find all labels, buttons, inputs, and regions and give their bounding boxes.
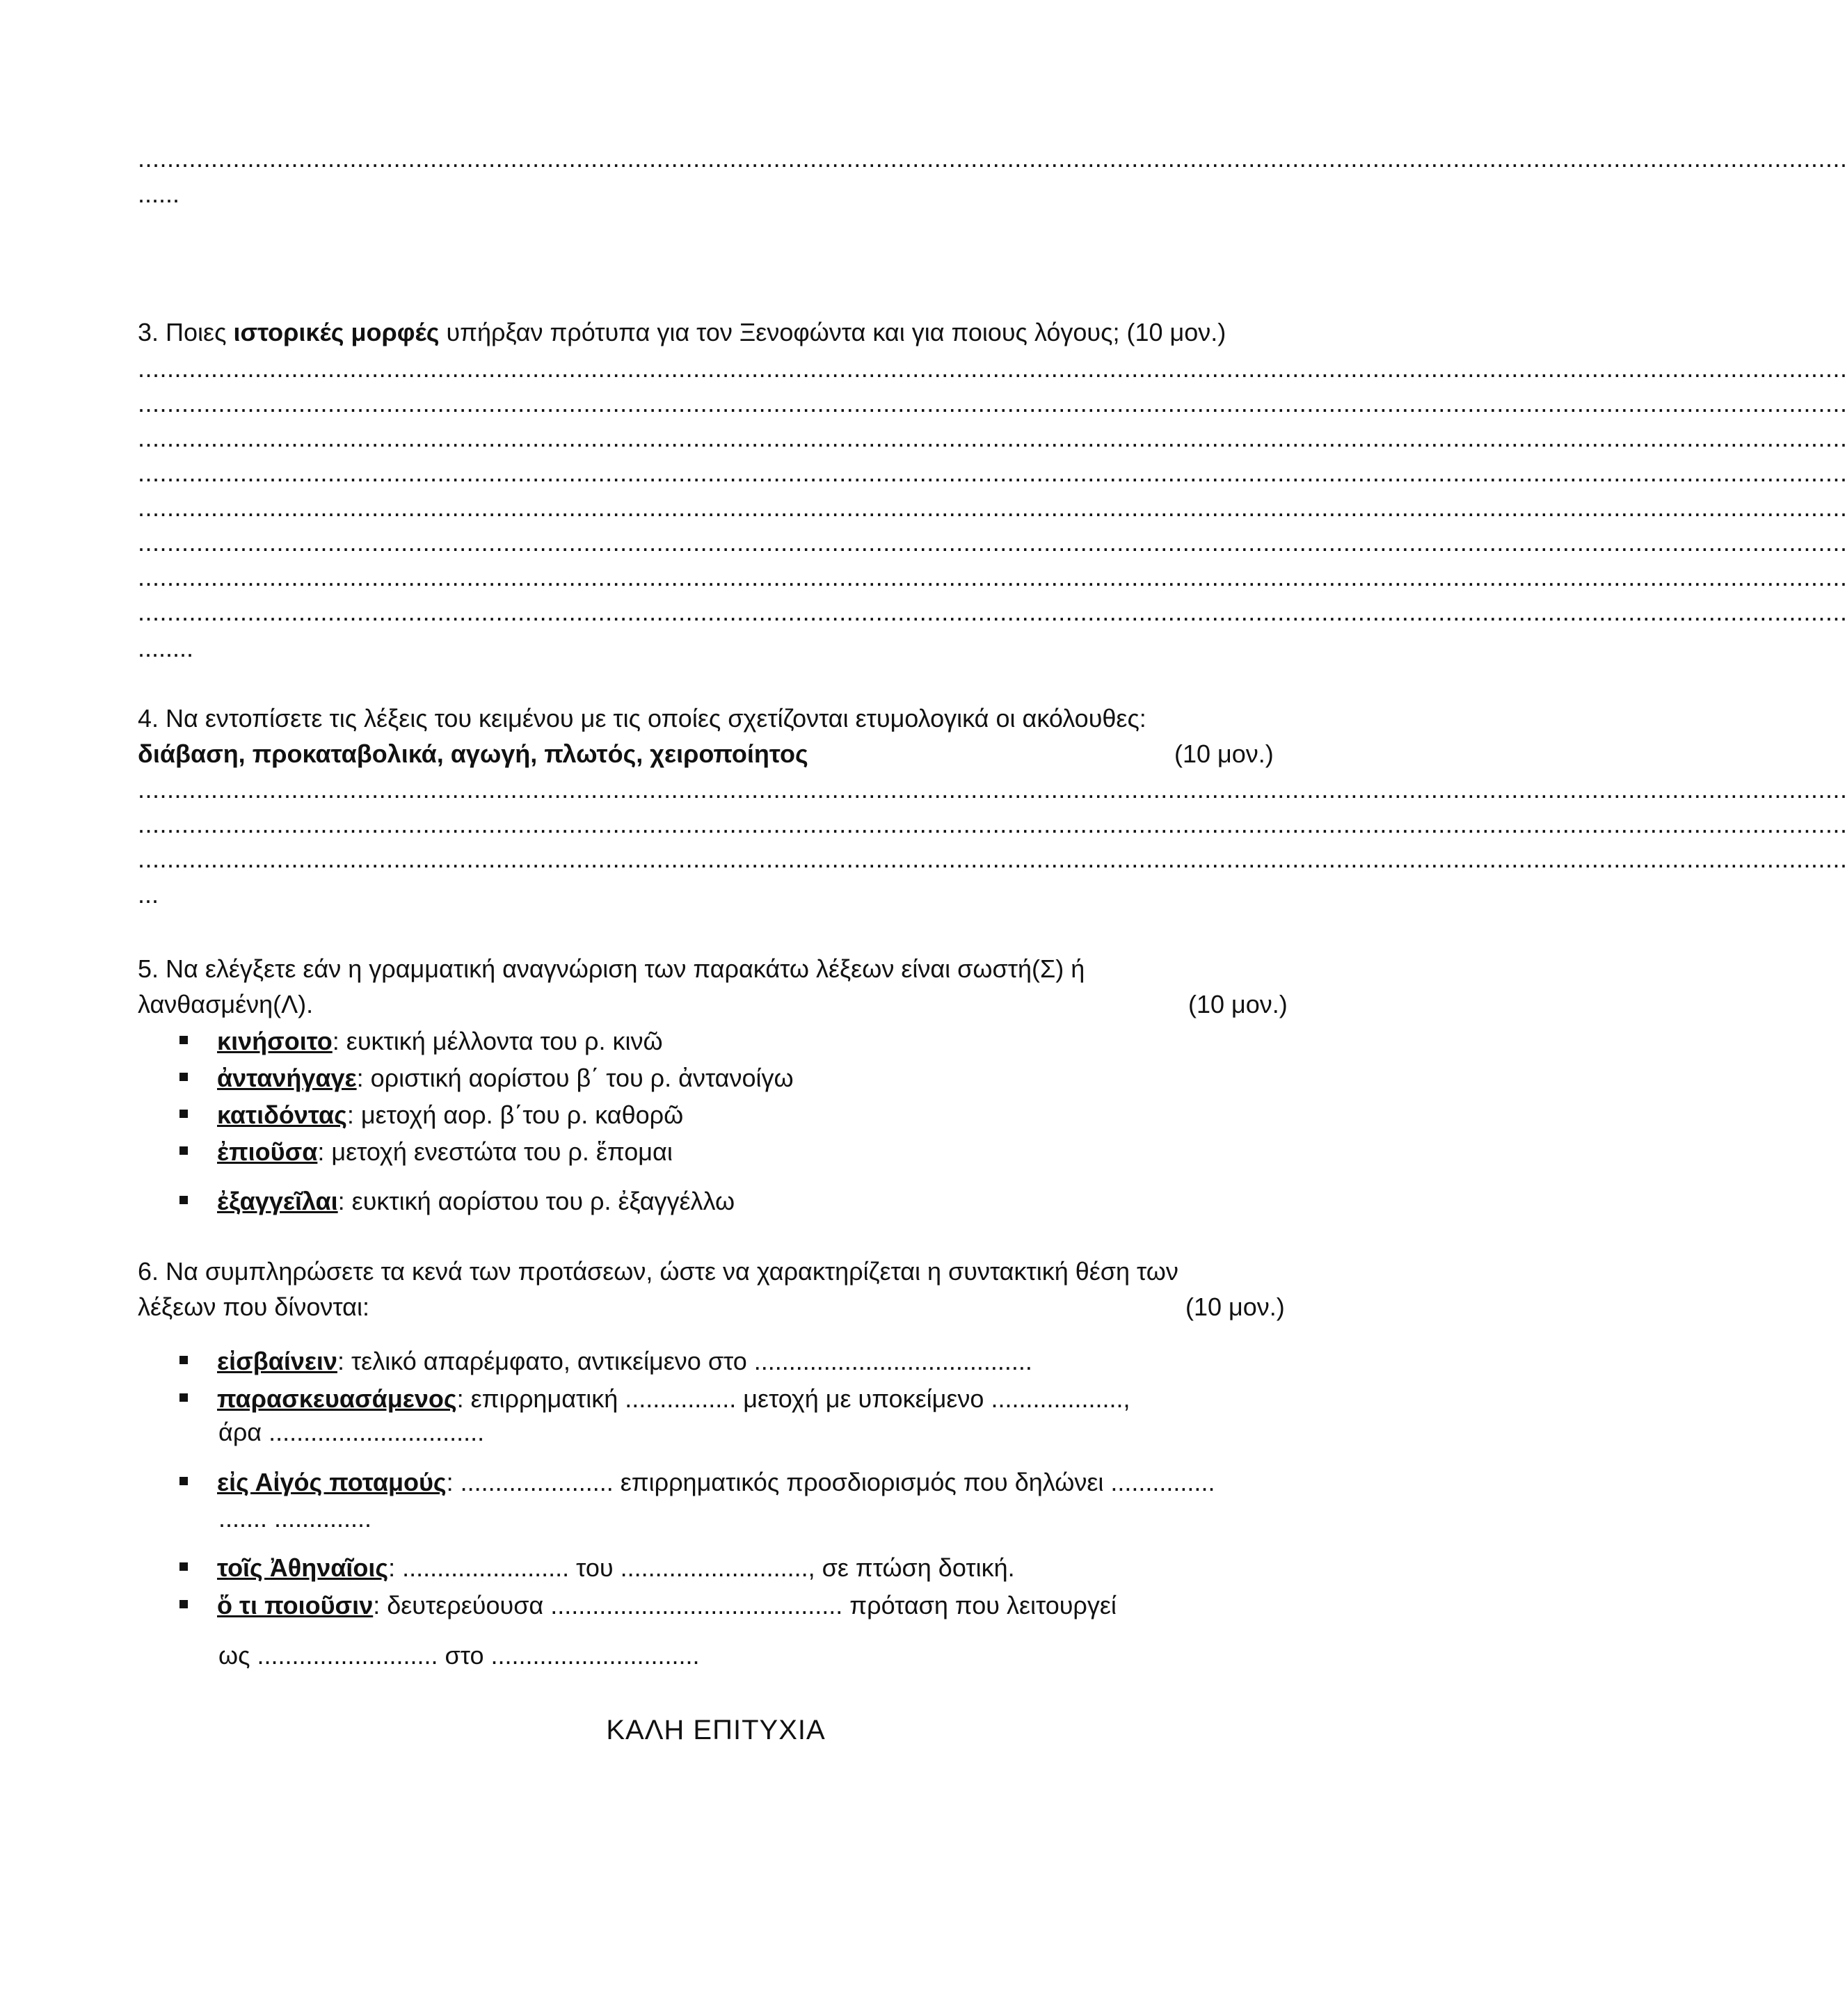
item-desc: : τελικό απαρέμφατο, αντικείμενο στο ........................................ [337,1347,1032,1375]
item-term: παρασκευασάμενος [217,1384,457,1413]
item-term: ὅ τι ποιοῦσιν [217,1591,374,1619]
item-term: κινήσοιτο [217,1027,333,1055]
answer-line[interactable]: .......................................................................................................................................................................................................................................... [138,493,1847,522]
question-3 [138,317,1226,349]
list-item [179,1099,683,1131]
question-3-prefix: 3. Ποιες [138,318,234,346]
answer-line-tail[interactable]: ...... [138,179,180,208]
item-term: εἰς Αἰγός ποταμούς [217,1468,447,1496]
bullet-icon [179,1196,188,1204]
closing-text: ΚΑΛΗ ΕΠΙΤΥΧΙΑ [606,1715,826,1745]
item-term: τοῖς Ἀθηναῖοις [217,1553,389,1582]
answer-line[interactable]: .......................................................................................................................................................................................................................................... [138,598,1847,626]
item-term: ἐπιοῦσα [217,1137,318,1166]
question-6: 6. Να συμπληρώσετε τα κενά των προτάσεων, ώστε να χαρακτηρίζεται η συντακτική θέση των [138,1257,1178,1286]
item-desc: : ευκτική μέλλοντα του ρ. κινῶ [332,1027,663,1055]
list-item[interactable] [179,1466,1215,1498]
item-desc: : ...................... επιρρηματικός προσδιορισμός που δηλώνει ............... [446,1468,1215,1496]
answer-line[interactable]: .......................................................................................................................................................................................................................................... [138,528,1847,557]
question-5: 5. Να ελέγξετε εάν η γραμματική αναγνώριση των παρακάτω λέξεων είναι σωστή(Σ) ή [138,954,1085,983]
item-desc: : οριστική αορίστου β΄ του ρ. ἀντανοίγω [356,1064,794,1092]
list-item [179,1136,673,1168]
question-6-cont: λέξεων που δίνονται: [138,1293,369,1321]
list-item [179,1185,735,1217]
answer-line[interactable]: .......................................................................................................................................................................................................................................... [138,810,1847,838]
answer-line[interactable]: .......................................................................................................................................................................................................................................... [138,458,1847,487]
answer-line[interactable]: .......................................................................................................................................................................................................................................... [138,845,1847,873]
question-3-suffix: υπήρξαν πρότυπα για τον Ξενοφώντα και για ποιους λόγους; (10 μον.) [439,318,1226,346]
list-item-cont[interactable]: ....... .............. [218,1504,372,1533]
question-4-word-list: διάβαση, προκαταβολικά, αγωγή, πλωτός, χειροποίητος [138,739,808,768]
bullet-icon [179,1393,188,1402]
item-desc: : ευκτική αορίστου του ρ. ἐξαγγέλλω [337,1187,735,1215]
item-desc: : μετοχή αορ. β΄του ρ. καθορῶ [346,1101,684,1129]
list-item [179,1025,663,1057]
list-item[interactable] [179,1590,1117,1622]
item-desc: : μετοχή ενεστώτα του ρ. ἕπομαι [317,1137,673,1166]
list-item[interactable] [179,1345,1032,1377]
list-item[interactable] [179,1383,1130,1415]
item-term: ἀντανήγαγε [217,1064,357,1092]
answer-line[interactable]: .......................................................................................................................................................................................................................................... [138,775,1847,803]
bullet-icon [179,1146,188,1155]
bullet-icon [179,1073,188,1081]
item-term: κατιδόντας [217,1101,347,1129]
list-item-cont[interactable]: ως .......................... στο .............................. [218,1641,700,1670]
list-item-cont[interactable]: άρα ............................... [218,1418,485,1446]
question-3-bold-term: ιστορικές μορφές [233,318,440,346]
answer-line-tail[interactable]: ........ [138,634,194,662]
bullet-icon [179,1356,188,1364]
bullet-icon [179,1600,188,1608]
question-5-points: (10 μον.) [1188,990,1288,1018]
answer-line[interactable]: .......................................................................................................................................................................................................................................... [138,563,1847,591]
item-desc: : δευτερεύουσα .......................................... πρόταση που λειτουργεί [373,1591,1117,1619]
bullet-icon [179,1036,188,1044]
question-4: 4. Να εντοπίσετε τις λέξεις του κειμένου με τις οποίες σχετίζονται ετυμολογικά οι ακόλουθες: [138,704,1146,733]
bullet-icon [179,1477,188,1485]
bullet-icon [179,1110,188,1118]
list-item [179,1062,794,1094]
answer-line[interactable]: .......................................................................................................................................................................................................................................... [138,389,1847,417]
item-desc: : επιρρηματική ................ μετοχή με υποκείμενο ..................., [456,1384,1130,1413]
question-5-cont: λανθασμένη(Λ). [138,990,314,1018]
answer-line[interactable]: .......................................................................................................................................................................................................................................... [138,144,1847,173]
answer-line[interactable]: .......................................................................................................................................................................................................................................... [138,424,1847,452]
item-term: εἰσβαίνειν [217,1347,337,1375]
answer-line[interactable]: .......................................................................................................................................................................................................................................... [138,354,1847,383]
item-term: ἐξαγγεῖλαι [217,1187,338,1215]
answer-line-tail[interactable]: ... [138,880,159,909]
question-4-points: (10 μον.) [1174,739,1274,768]
item-desc: : ........................ του ..........................., σε πτώση δοτική. [388,1553,1015,1582]
question-6-points: (10 μον.) [1185,1293,1285,1321]
bullet-icon [179,1562,188,1571]
exam-page [138,0,1847,2016]
list-item[interactable] [179,1552,1015,1584]
question-4-words [138,738,808,770]
